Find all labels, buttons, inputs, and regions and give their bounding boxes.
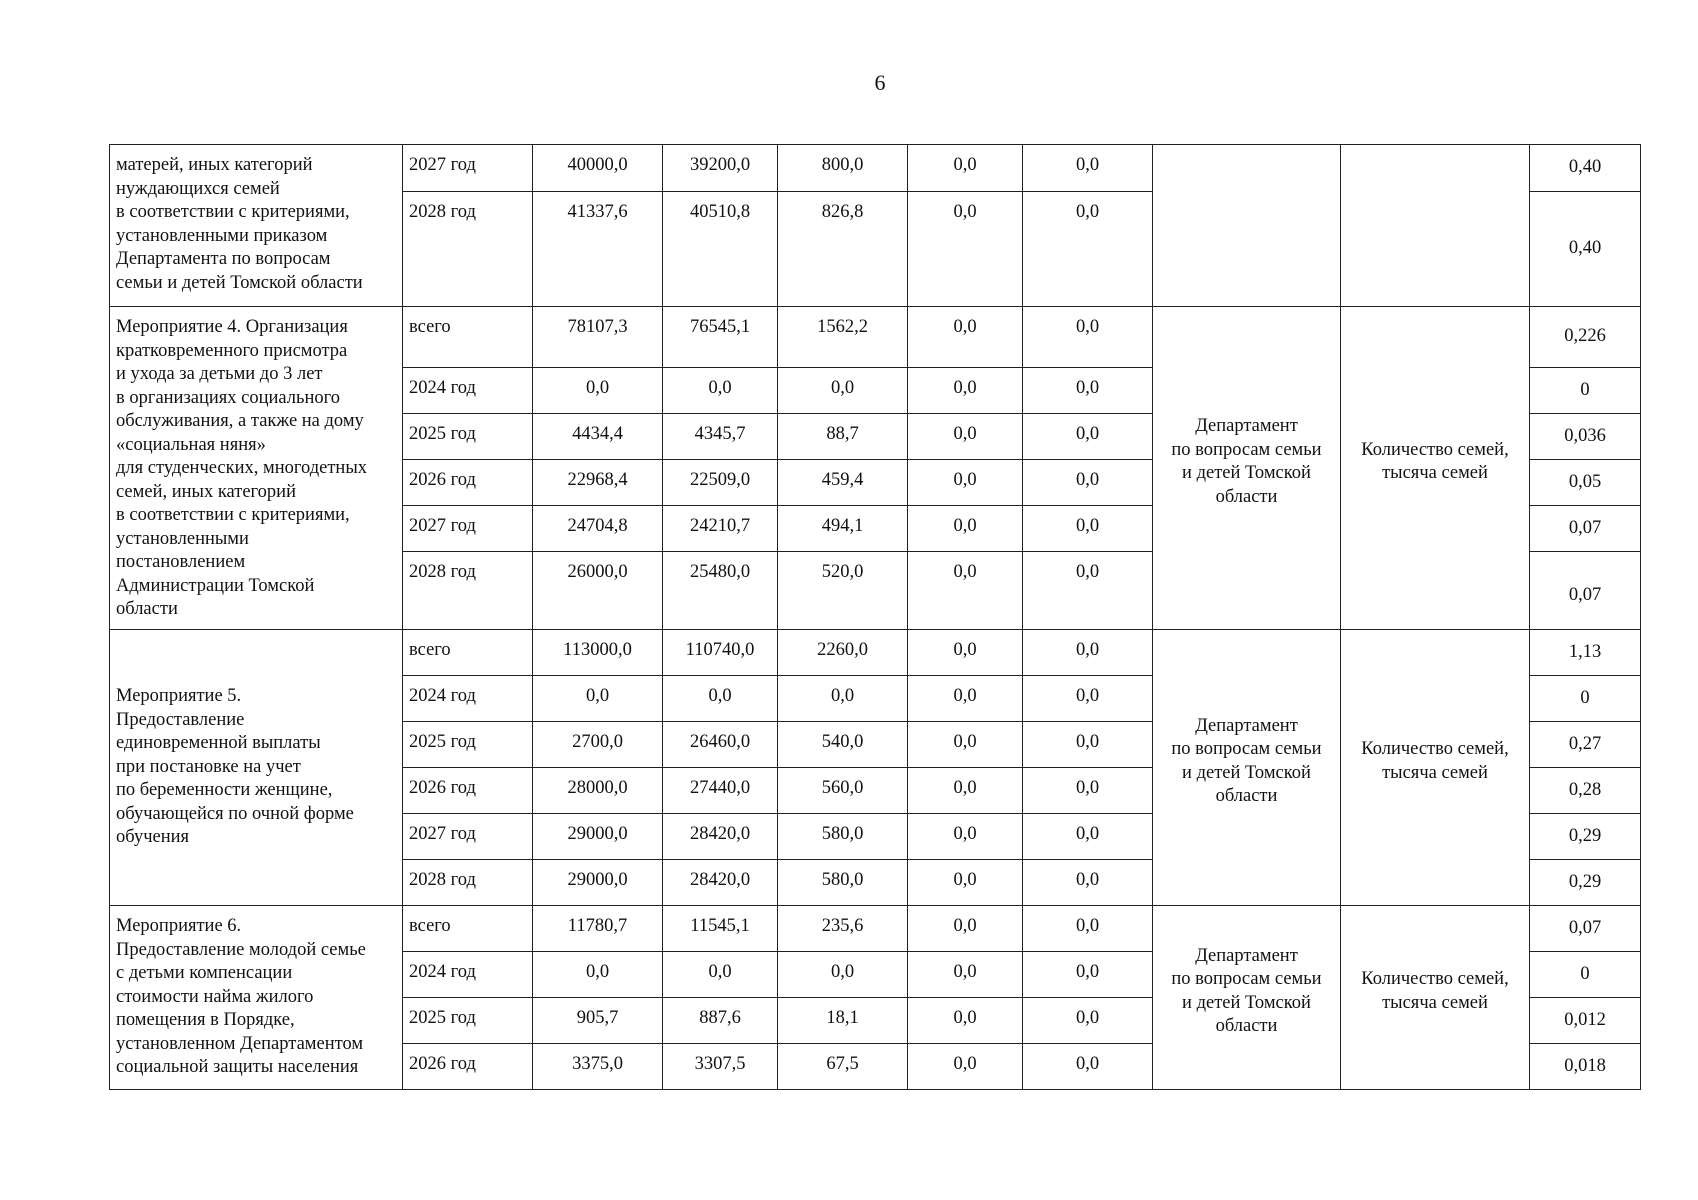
indicator-value-cell: 0,07 [1530,552,1641,630]
amount-cell-c2: 459,4 [778,460,908,506]
amount-cell-total: 3375,0 [533,1044,663,1090]
indicator-value-cell: 0,07 [1530,506,1641,552]
amount-cell-c2: 88,7 [778,414,908,460]
amount-cell-c4: 0,0 [1023,307,1153,368]
amount-cell-c4: 0,0 [1023,998,1153,1044]
activity-description-line: при постановке на учет [116,756,301,777]
amount-cell-c3: 0,0 [908,307,1023,368]
responsible-executor-line: Департамент [1195,715,1298,736]
amount-cell-c2: 540,0 [778,722,908,768]
amount-cell-c4: 0,0 [1023,722,1153,768]
period-cell: всего [403,307,533,368]
amount-cell-total: 0,0 [533,952,663,998]
period-cell: 2028 год [403,192,533,307]
amount-cell-c2: 18,1 [778,998,908,1044]
table-body [110,145,1641,1090]
period-cell: 2028 год [403,552,533,630]
period-cell: 2028 год [403,860,533,906]
activity-description-line: обслуживания, а также на дому [116,411,364,431]
activity-description-cell [110,630,403,906]
activity-description-line: семьи и детей Томской области [116,272,363,293]
activity-description-line: социальной защиты населения [116,1057,359,1077]
activity-description-line: «социальная няня» [116,434,266,455]
amount-cell-c1: 110740,0 [663,630,778,676]
period-cell: 2024 год [403,676,533,722]
activity-description-line: области [116,599,178,619]
activity-description-line: Мероприятие 4. Организация [116,317,348,337]
amount-cell-c3: 0,0 [908,192,1023,307]
amount-cell-c2: 520,0 [778,552,908,630]
amount-cell-total: 113000,0 [533,630,663,676]
amount-cell-c1: 22509,0 [663,460,778,506]
amount-cell-c1: 27440,0 [663,768,778,814]
responsible-executor-line: области [1215,786,1278,806]
amount-cell-total: 29000,0 [533,860,663,906]
activity-description-line: в соответствии с критериями, [116,202,350,222]
indicator-value-cell: 0 [1530,368,1641,414]
responsible-executor-line: по вопросам семьи [1171,739,1322,759]
amount-cell-c2: 800,0 [778,145,908,192]
period-cell: всего [403,906,533,952]
activity-description-line: с детьми компенсации [116,963,293,983]
amount-cell-c1: 40510,8 [663,192,778,307]
amount-cell-c1: 0,0 [663,676,778,722]
activity-description-line: Администрации Томской [116,575,315,596]
activity-description-line: семей, иных категорий [116,481,296,502]
amount-cell-c4: 0,0 [1023,814,1153,860]
amount-cell-c2: 1562,2 [778,307,908,368]
amount-cell-c3: 0,0 [908,630,1023,676]
page-number: 6 [874,70,886,95]
amount-cell-total: 28000,0 [533,768,663,814]
indicator-name-line: тысяча семей [1382,762,1488,783]
amount-cell-c3: 0,0 [908,998,1023,1044]
amount-cell-c1: 24210,7 [663,506,778,552]
period-cell: 2025 год [403,722,533,768]
indicator-value-cell: 0,27 [1530,722,1641,768]
responsible-executor-cell [1153,145,1341,307]
amount-cell-c2: 494,1 [778,506,908,552]
activity-description-line: установленном Департаментом [116,1033,364,1054]
period-cell: 2024 год [403,952,533,998]
amount-cell-c2: 0,0 [778,368,908,414]
responsible-executor-line: Департамент [1195,416,1298,436]
amount-cell-c4: 0,0 [1023,630,1153,676]
responsible-executor-cell [1153,307,1341,630]
period-cell: 2027 год [403,814,533,860]
activity-description-cell [110,906,403,1090]
table-row [110,145,1641,192]
amount-cell-c4: 0,0 [1023,368,1153,414]
amount-cell-c4: 0,0 [1023,145,1153,192]
activity-description-line: Предоставление [116,709,245,730]
amount-cell-c3: 0,0 [908,814,1023,860]
amount-cell-c3: 0,0 [908,145,1023,192]
activity-description-line: постановлением [116,552,246,572]
period-cell: всего [403,630,533,676]
amount-cell-c4: 0,0 [1023,768,1153,814]
amount-cell-c1: 26460,0 [663,722,778,768]
indicator-value-cell: 0,036 [1530,414,1641,460]
amount-cell-c1: 4345,7 [663,414,778,460]
amount-cell-total: 26000,0 [533,552,663,630]
activity-description-line: установленными приказом [116,225,328,246]
indicator-value-cell: 0,012 [1530,998,1641,1044]
amount-cell-c1: 3307,5 [663,1044,778,1090]
amount-cell-c2: 0,0 [778,952,908,998]
indicator-value-cell: 0,40 [1530,145,1641,192]
indicator-name-cell [1341,630,1530,906]
amount-cell-total: 11780,7 [533,906,663,952]
amount-cell-c3: 0,0 [908,906,1023,952]
amount-cell-c4: 0,0 [1023,1044,1153,1090]
indicator-value-cell: 0,05 [1530,460,1641,506]
activity-description-cell [110,145,403,307]
program-activities-table [109,144,1641,1090]
amount-cell-c1: 28420,0 [663,814,778,860]
amount-cell-c2: 826,8 [778,192,908,307]
amount-cell-c1: 0,0 [663,368,778,414]
amount-cell-total: 41337,6 [533,192,663,307]
amount-cell-c3: 0,0 [908,860,1023,906]
responsible-executor-line: и детей Томской [1182,992,1311,1013]
responsible-executor-line: области [1215,1016,1278,1036]
amount-cell-c2: 67,5 [778,1044,908,1090]
amount-cell-total: 905,7 [533,998,663,1044]
responsible-executor-cell [1153,906,1341,1090]
indicator-name-line: Количество семей, [1361,969,1509,989]
amount-cell-c4: 0,0 [1023,460,1153,506]
amount-cell-c3: 0,0 [908,460,1023,506]
activity-description-line: Мероприятие 6. [116,916,242,936]
activity-description-line: в организациях социального [116,387,340,408]
activity-description-line: матерей, иных категорий [116,155,313,175]
amount-cell-c3: 0,0 [908,414,1023,460]
indicator-value-cell: 0,29 [1530,814,1641,860]
activity-description-line: единовременной выплаты [116,733,321,754]
amount-cell-c4: 0,0 [1023,414,1153,460]
period-cell: 2025 год [403,414,533,460]
activity-description-line: для студенческих, многодетных [116,458,368,478]
responsible-executor-line: по вопросам семьи [1171,439,1322,460]
amount-cell-total: 78107,3 [533,307,663,368]
activity-description-line: по беременности женщине, [116,780,333,801]
amount-cell-c2: 0,0 [778,676,908,722]
amount-cell-c3: 0,0 [908,952,1023,998]
activity-description-line: обучения [116,827,190,848]
period-cell: 2024 год [403,368,533,414]
amount-cell-c2: 580,0 [778,860,908,906]
amount-cell-c4: 0,0 [1023,952,1153,998]
activity-description-line: Мероприятие 5. [116,686,242,707]
activity-description-line: Предоставление молодой семье [116,939,366,960]
table-row [110,906,1641,952]
amount-cell-c1: 28420,0 [663,860,778,906]
amount-cell-c4: 0,0 [1023,860,1153,906]
amount-cell-c4: 0,0 [1023,192,1153,307]
indicator-value-cell: 0,29 [1530,860,1641,906]
amount-cell-c3: 0,0 [908,552,1023,630]
indicator-name-line: Количество семей, [1361,439,1509,460]
indicator-name-line: Количество семей, [1361,739,1509,759]
responsible-executor-line: и детей Томской [1182,762,1311,783]
activity-description-line: и ухода за детьми до 3 лет [116,364,323,384]
amount-cell-c1: 887,6 [663,998,778,1044]
amount-cell-c2: 2260,0 [778,630,908,676]
amount-cell-total: 40000,0 [533,145,663,192]
amount-cell-total: 29000,0 [533,814,663,860]
amount-cell-c4: 0,0 [1023,552,1153,630]
amount-cell-c3: 0,0 [908,722,1023,768]
amount-cell-c1: 25480,0 [663,552,778,630]
amount-cell-total: 24704,8 [533,506,663,552]
indicator-name-cell [1341,145,1530,307]
amount-cell-c1: 76545,1 [663,307,778,368]
indicator-value-cell: 0,07 [1530,906,1641,952]
table-row [110,630,1641,676]
responsible-executor-line: и детей Томской [1182,463,1311,483]
amount-cell-c4: 0,0 [1023,906,1153,952]
amount-cell-c3: 0,0 [908,1044,1023,1090]
activity-description-line: нуждающихся семей [116,178,280,199]
amount-cell-c4: 0,0 [1023,676,1153,722]
indicator-name-cell [1341,307,1530,630]
amount-cell-c3: 0,0 [908,506,1023,552]
amount-cell-c2: 560,0 [778,768,908,814]
indicator-name-line: тысяча семей [1382,992,1488,1013]
period-cell: 2026 год [403,460,533,506]
amount-cell-c1: 11545,1 [663,906,778,952]
activity-description-line: в соответствии с критериями, [116,505,350,525]
period-cell: 2025 год [403,998,533,1044]
activity-description-line: Департамента по вопросам [116,249,331,269]
table-row [110,307,1641,368]
amount-cell-c4: 0,0 [1023,506,1153,552]
indicator-name-cell [1341,906,1530,1090]
activity-description-line: помещения в Порядке, [116,1010,295,1030]
amount-cell-c2: 235,6 [778,906,908,952]
indicator-value-cell: 0,28 [1530,768,1641,814]
responsible-executor-line: Департамент [1195,945,1298,966]
amount-cell-total: 4434,4 [533,414,663,460]
period-cell: 2027 год [403,506,533,552]
amount-cell-c3: 0,0 [908,768,1023,814]
activity-description-line: установленными [116,528,249,549]
amount-cell-c3: 0,0 [908,368,1023,414]
amount-cell-total: 2700,0 [533,722,663,768]
activity-description-line: обучающейся по очной форме [116,803,354,824]
period-cell: 2026 год [403,768,533,814]
activity-description-cell [110,307,403,630]
period-cell: 2027 год [403,145,533,192]
activity-description-line: стоимости найма жилого [116,986,314,1007]
amount-cell-c2: 580,0 [778,814,908,860]
amount-cell-c1: 0,0 [663,952,778,998]
indicator-value-cell: 1,13 [1530,630,1641,676]
indicator-name-line: тысяча семей [1382,463,1488,483]
indicator-value-cell: 0,018 [1530,1044,1641,1090]
amount-cell-total: 0,0 [533,368,663,414]
responsible-executor-line: области [1215,486,1278,507]
amount-cell-total: 0,0 [533,676,663,722]
amount-cell-total: 22968,4 [533,460,663,506]
amount-cell-c1: 39200,0 [663,145,778,192]
indicator-value-cell: 0,226 [1530,307,1641,368]
indicator-value-cell: 0 [1530,952,1641,998]
amount-cell-c3: 0,0 [908,676,1023,722]
activity-description-line: кратковременного присмотра [116,340,348,361]
responsible-executor-cell [1153,630,1341,906]
responsible-executor-line: по вопросам семьи [1171,969,1322,989]
indicator-value-cell: 0,40 [1530,192,1641,307]
period-cell: 2026 год [403,1044,533,1090]
indicator-value-cell: 0 [1530,676,1641,722]
